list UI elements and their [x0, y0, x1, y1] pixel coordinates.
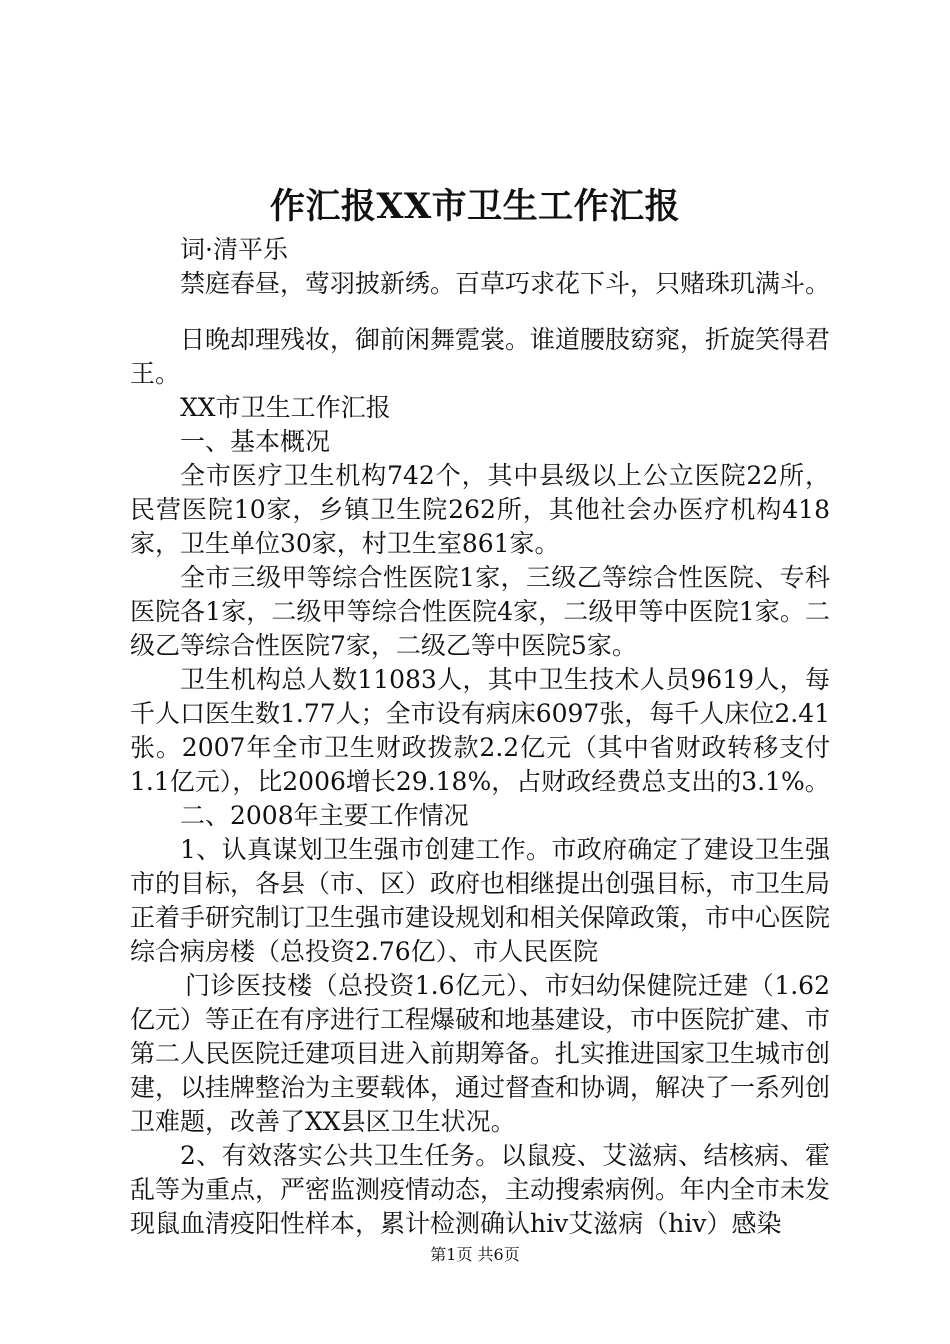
paragraph-institutions: 全市医疗卫生机构742个，其中县级以上公立医院22所，民营医院10家，乡镇卫生院262所，其他社会办医疗机构418家，卫生单位30家，村卫生室861家。 [130, 461, 830, 558]
page-footer: 第1页 共6页 [430, 1245, 520, 1264]
poem-line-1: 禁庭春昼，莺羽披新绣。百草巧求花下斗，只赌珠玑满斗。 [180, 269, 831, 298]
paragraph-hospital-grades: 全市三级甲等综合性医院1家，三级乙等综合性医院、专科医院各1家，二级甲等综合性医院4家，二级甲等中医院1家。二级乙等综合性医院7家，二级乙等中医院5家。 [130, 563, 830, 660]
document-title: 作汇报XX市卫生工作汇报 [269, 186, 681, 227]
poem-line-2: 日晚却理残妆，御前闲舞霓裳。谁道腰肢窈窕，折旋笑得君王。 [130, 325, 831, 388]
paragraph-staff-finance: 卫生机构总人数11083人，其中卫生技术人员9619人，每千人口医生数1.77人；全市设有病床6097张，每千人床位2.41张。2007年全市卫生财政拨款2.2亿元（其中省财政转移支付1.1亿元），比2006增长29.18%，占财政经费总支出的3.1%。 [130, 665, 830, 796]
paragraph-work-1-continued: 门诊医技楼（总投资1.6亿元）、市妇幼保健院迁建（1.62亿元）等正在有序进行工程爆破和地基建设，市中医院扩建、市第二人民医院迁建项目进入前期筹备。扎实推进国家卫生城市创建，以挂牌整治为主要载体，通过督查和协调，解决了一系列创卫难题，改善了XX县区卫生状况。 [130, 971, 831, 1136]
document-body [130, 233, 830, 1241]
paragraph-work-1: 1、认真谋划卫生强市创建工作。市政府确定了建设卫生强市的目标，各县（市、区）政府也相继提出创强目标，市卫生局正着手研究制订卫生强市建设规划和相关保障政策，市中心医院综合病房楼（总投资2.76亿）、市人民医院 [130, 835, 831, 966]
section-heading-2: 二、2008年主要工作情况 [180, 801, 469, 830]
poem-title: 词·清平乐 [180, 235, 288, 264]
report-heading: XX市卫生工作汇报 [180, 393, 391, 422]
paragraph-work-2: 2、有效落实公共卫生任务。以鼠疫、艾滋病、结核病、霍乱等为重点，严密监测疫情动态，主动搜索病例。年内全市未发现鼠血清疫阳性样本，累计检测确认hiv艾滋病（hiv）感染 [130, 1141, 831, 1238]
section-heading-1: 一、基本概况 [180, 427, 331, 456]
